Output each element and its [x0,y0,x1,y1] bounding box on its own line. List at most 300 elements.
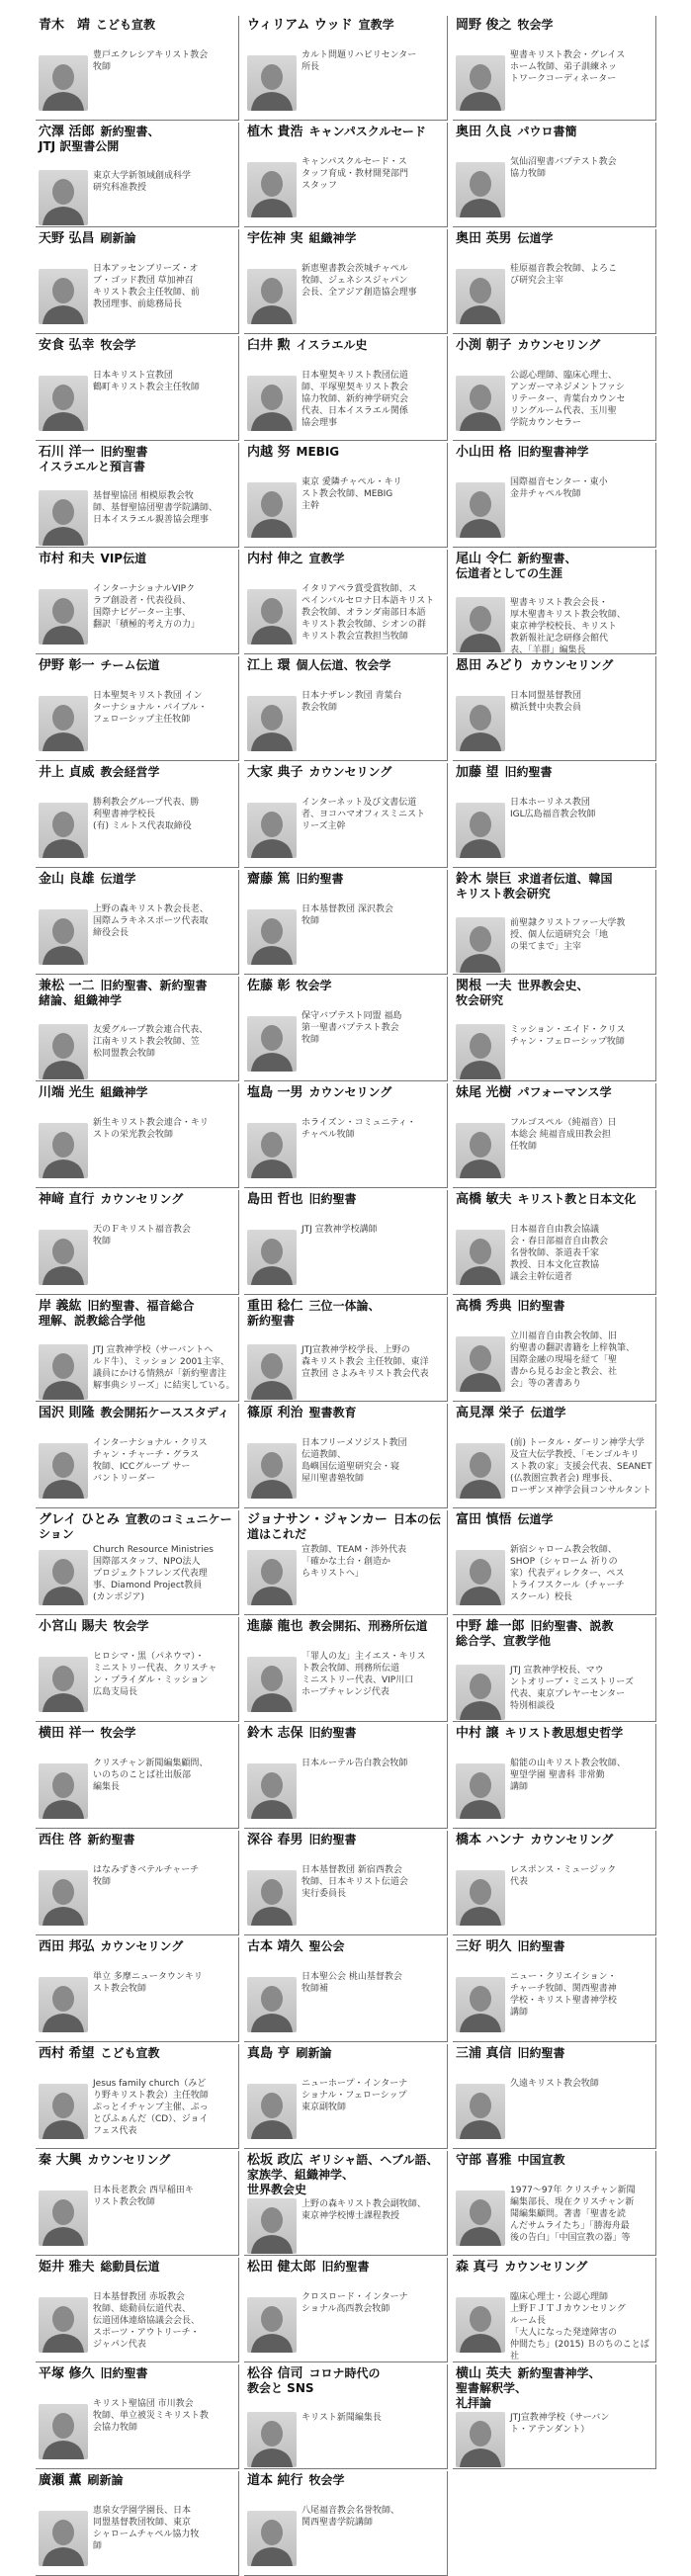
lecturer-description: 新恵聖書教会茨城チャペル 牧師、ジェネシスジャパン 会長、全アジア創造協会理事 [302,264,417,298]
lecturer-photo [39,1344,88,1400]
lecturer-description: 国際福音センター・東小 金井チャペル牧師 [510,477,608,499]
lecturer-card [36,2471,239,2576]
lecturer-name: 臼井 勲 [247,338,291,353]
lecturer-photo [39,1230,88,1285]
lecturer-field: キリスト教と日本文化 [517,1192,637,1206]
lecturer-field: 三位一体論、 新約聖書 [247,1299,381,1328]
lecturer-description: 豊戸エクレシアキリスト教会 牧師 [93,50,209,72]
lecturer-description: 日本同盟基督教団 横浜賛中央教会員 [510,691,582,713]
lecturer-heading [456,1619,653,1649]
lecturer-photo [39,1443,88,1499]
lecturer-description: ニュー・クリエイション・ チャーチ牧師、関西聖書神 学校・キリスト聖書神学校 講師 [510,1972,617,2018]
lecturer-description: 単立 多摩ニュータウンキリ スト教会牧師 [93,1972,203,1994]
lecturer-name: 天野 弘昌 [39,231,95,246]
lecturer-name: 小宮山 賜夫 [39,1619,108,1634]
lecturer-description: はなみずきベテルチャーチ 牧師 [93,1865,200,1887]
lecturer-name: 奥田 久良 [456,125,512,139]
lecturer-name: 富田 慎悟 [456,1512,512,1527]
lecturer-heading [247,1833,445,1847]
lecturer-description: ホライズン・コミュニティ・ チャペル牧師 [302,1118,416,1140]
lecturer-name: 平塚 修久 [39,2366,95,2381]
lecturer-name: 岡野 俊之 [456,18,512,33]
lecturer-description: フルゴスペル（純福音）日 本総会 純福音成田教会担 任牧師 [510,1118,617,1152]
lecturer-card [244,977,448,1081]
lecturer-field: 牧会学 [100,338,136,352]
lecturer-photo [39,2297,88,2353]
lecturer-name: 高橋 秀典 [456,1299,512,1314]
lecturer-name: 兼松 一二 [39,979,95,993]
lecturer-card [453,1297,656,1402]
lecturer-photo [39,170,88,225]
lecturer-heading [39,445,236,474]
lecturer-name: 内越 努 [247,445,291,460]
lecturer-name: 深谷 春男 [247,1833,303,1847]
lecturer-field: 日本の伝道はこれだ [247,1512,441,1541]
lecturer-field: ギリシャ語、ヘブル語、 家族学、組織神学、 世界教会史 [247,2153,439,2196]
lecturer-name: 三好 明久 [456,1939,512,1954]
lecturer-card [244,1404,448,1508]
lecturer-photo [456,1336,505,1392]
lecturer-name: 国沢 則隆 [39,1406,95,1420]
lecturer-field: 総動員伝道 [100,2260,160,2274]
lecturer-field: 牧会学 [100,1726,136,1740]
lecturer-photo [247,1657,297,1712]
lecturer-heading [39,2473,236,2488]
lecturer-photo [247,482,297,538]
lecturer-name: 石川 洋一 [39,445,95,460]
lecturer-field: 教会経営学 [100,765,160,779]
lecturer-card [453,2151,656,2256]
lecturer-photo [39,2511,88,2566]
lecturer-heading [39,979,236,1008]
lecturer-name: 小山田 格 [456,445,512,460]
lecturer-card [244,870,448,975]
lecturer-description: 日本基督教団 深沢教会 牧師 [302,904,393,926]
lecturer-heading [456,125,653,139]
lecturer-heading [247,872,445,887]
lecturer-heading [456,872,653,902]
lecturer-photo [456,1024,505,1079]
lecturer-heading [39,2260,236,2275]
lecturer-heading [247,658,445,673]
lecturer-card [244,2258,448,2362]
lecturer-name: 森 真弓 [456,2260,499,2275]
lecturer-description: 基督聖協団 相模原教会牧 師、基督聖協団聖書学院講師、 日本イスラエル親善協会理事 [93,491,218,525]
lecturer-card [36,870,239,975]
lecturer-card [36,229,239,334]
lecturer-photo [456,1550,505,1605]
lecturer-name: 妹尾 光樹 [456,1085,512,1100]
lecturer-description: 日本ナザレン教団 青葉台 教会牧師 [302,691,402,713]
lecturer-photo [39,696,88,751]
lecturer-description: JTJ宣教神学校学長、上野の 森キリスト教会 主任牧師、東洋 宣教団 さよみキリスト教会代表 [302,1345,429,1379]
lecturer-photo [247,376,297,431]
lecturer-description: ヒロシマ・黒（パネウマ）・ ミニストリー代表、クリスチャ ン・プライダル・ミッション 広島支局長 [93,1652,217,1697]
lecturer-photo [39,1550,88,1605]
lecturer-description: 日本福音自由教会協議 会・春日部福音自由教会 名誉牧師、茶道表千家 教授、日本文化宣教協 議会主幹伝道者 [510,1225,609,1282]
lecturer-heading [247,1512,445,1542]
lecturer-card [244,1510,448,1615]
lecturer-field: 教会開拓、刑務所伝道 [308,1619,428,1633]
lecturer-field: 聖公会 [308,1939,345,1953]
lecturer-heading [39,1833,236,1847]
lecturer-name: 加藤 望 [456,765,499,780]
lecturer-photo [456,2084,505,2139]
lecturer-description: クリスチャン新聞編集顧問、 いのちのことば社出版部 編集長 [93,1759,209,1792]
lecturer-heading [456,1299,653,1314]
lecturer-photo [247,589,297,644]
lecturer-card [453,1937,656,2042]
lecturer-description: クロスロード・インターナ ショナル高西教会牧師 [302,2292,408,2314]
lecturer-heading [456,2046,653,2061]
lecturer-description: 東京大学新領域創成科学 研究科准教授 [93,171,192,193]
lecturer-photo [39,490,88,546]
lecturer-name: 小渕 朝子 [456,338,512,353]
lecturer-description: 日本アッセンブリーズ・オ ブ・ゴッド教団 草加神召 キリスト教会主任牧師、前 教団理事、前総務局長 [93,264,200,309]
lecturer-description: 宣教師、TEAM・渉外代表 「確かな土台・創造か らキリストへ」 [302,1545,407,1579]
lecturer-card [453,443,656,548]
lecturer-field: 新約聖書 [87,1833,135,1846]
lecturer-field: 宣教学 [358,18,394,32]
lecturer-field: カウンセリング [530,1833,614,1846]
lecturer-name: 奥田 英男 [456,231,512,246]
lecturer-photo [247,55,297,111]
lecturer-photo [39,2084,88,2139]
lecturer-name: 江上 環 [247,658,291,673]
lecturer-field: 旧約聖書 イスラエルと預言書 [39,445,148,473]
lecturer-field: カウンセリング [517,338,601,352]
lecturer-name: 植木 貴浩 [247,125,303,139]
lecturer-name: 秦 大興 [39,2153,82,2168]
lecturer-card [36,1404,239,1508]
lecturer-description: 日本ホーリネス教団 IGL広島福音教会牧師 [510,798,596,819]
lecturer-photo [39,2190,88,2246]
lecturer-photo [247,2412,297,2467]
lecturer-photo [247,2084,297,2139]
lecturer-description: レスポンス・ミュージック 代表 [510,1865,617,1887]
lecturer-photo [456,1665,505,1720]
lecturer-card [36,1617,239,1722]
lecturer-heading [39,2046,236,2061]
lecturer-name: 中野 雄一郎 [456,1619,525,1634]
lecturer-photo [247,1977,297,2032]
lecturer-description: 久遠キリスト教会牧師 [510,2079,599,2089]
lecturer-card [36,763,239,868]
lecturer-description: Church Resource Ministries 国際部スタッフ、NPO法人 プロジェクトフレンズ代表理 事、Diamond Project教員 (カンボジア) [93,1545,214,1602]
lecturer-heading [247,2473,445,2488]
lecturer-card [453,1510,656,1615]
lecturer-field: 伝道学 [517,1512,554,1526]
lecturer-heading [247,2260,445,2275]
lecturer-description: 聖書キリスト教会・グレイス ホーム牧師、弟子訓練ネッ トワークコーディネーター [510,50,626,84]
lecturer-photo [39,589,88,644]
lecturer-heading [39,658,236,673]
lecturer-photo [39,1657,88,1712]
lecturer-photo [39,1763,88,1819]
lecturer-field: 牧会学 [113,1619,149,1633]
lecturer-description: キリスト新聞編集長 [302,2413,382,2423]
lecturer-heading [39,1085,236,1100]
lecturer-heading [456,2260,653,2275]
lecturer-photo [39,2404,88,2459]
lecturer-name: 道本 純行 [247,2473,303,2488]
lecturer-heading [456,1406,653,1420]
lecturer-field: 新約聖書、 JTJ 訳聖書公開 [39,125,160,153]
lecturer-name: 川端 光生 [39,1085,95,1100]
lecturer-heading [247,18,445,33]
lecturer-card [244,2471,448,2576]
lecturer-name: 篠原 利治 [247,1406,303,1420]
lecturer-card [453,2258,656,2362]
lecturer-card [36,2258,239,2362]
lecturer-description: 日本フリーメソジスト教団 伝道教師、 島嶼国伝道聖研究会・寝 屋川聖書塾牧師 [302,1438,407,1484]
lecturer-name: 塩島 一男 [247,1085,303,1100]
lecturer-photo [456,917,505,973]
lecturer-field: 旧約聖書 [517,1299,565,1313]
lecturer-name: 西村 希望 [39,2046,95,2061]
lecturer-field: 牧会学 [296,979,332,992]
lecturer-card [244,1297,448,1402]
lecturer-heading [247,445,445,460]
lecturer-heading [456,231,653,246]
lecturer-field: 旧約聖書、説教 総合学、宣教学他 [456,1619,614,1648]
lecturer-photo [456,1977,505,2032]
lecturer-photo [247,1550,297,1605]
lecturer-field: 旧約聖書 [100,2366,148,2380]
lecturer-heading [39,1939,236,1954]
lecturer-card [244,1724,448,1829]
lecturer-card [244,1190,448,1295]
lecturer-photo [39,269,88,324]
lecturer-photo [456,482,505,538]
lecturer-description: 日本長老教会 西早稲田キ リスト教会牧師 [93,2186,194,2207]
lecturer-description: 日本基督教団 新宿西教会 牧師、日本キリスト伝道会 実行委員長 [302,1865,408,1899]
lecturer-card [36,550,239,654]
lecturer-card [36,336,239,441]
lecturer-name: 進藤 龍也 [247,1619,303,1634]
lecturer-description: ニューホープ・インターナ ショナル・フェローシップ 東京副牧師 [302,2079,408,2112]
lecturer-description: 船能の山キリスト教会牧師、 聖望学園 聖書科 非常勤 講師 [510,1759,626,1792]
lecturer-photo [39,1870,88,1926]
lecturer-field: コロナ時代の 教会と SNS [247,2366,381,2395]
lecturer-heading [456,1192,653,1207]
lecturer-description: Jesus family church（みど り野キリスト教会）主任牧師 ぷっとイチャンブ主催、ぷっ とびふぁんだ（CD）、ジョイ フェス代表 [93,2079,209,2136]
lecturer-photo [456,696,505,751]
lecturer-name: 佐藤 彰 [247,979,291,993]
lecturer-photo [456,1230,505,1285]
lecturer-field: 組織神学 [308,231,357,245]
lecturer-name: 姫井 雅夫 [39,2260,95,2275]
lecturer-card [36,1297,239,1402]
lecturer-photo [456,2297,505,2353]
lecturer-heading [39,2366,236,2381]
lecturer-card [244,336,448,441]
lecturer-heading [39,1299,236,1329]
lecturer-heading [247,1726,445,1741]
lecturer-card [453,16,656,121]
lecturer-card [453,1724,656,1829]
lecturer-name: 市村 和夫 [39,552,95,566]
lecturer-field: キリスト教思想史哲学 [504,1726,624,1740]
lecturer-heading [247,1085,445,1100]
lecturer-heading [247,338,445,353]
lecturer-name: 松坂 政広 [247,2153,303,2168]
lecturer-card [453,336,656,441]
lecturer-description: 天のＦキリスト福音教会 牧師 [93,1225,191,1246]
lecturer-card [36,443,239,548]
lecturer-photo [456,1870,505,1926]
lecturer-field: 宣教学 [308,552,345,565]
lecturer-field: カウンセリング [308,1085,392,1099]
lecturer-field: キャンパスクルセード [308,125,426,138]
lecturer-description: カルト問題リハビリセンター 所長 [302,50,417,72]
lecturer-card [244,1083,448,1188]
lecturer-description: 1977〜97年 クリスチャン新聞 編集部長、現在クリスチャン新 聞編集顧問。著書「聖書を読 んだサムライたち」「勝海舟最 後の告白」「中国宣教の器」等 [510,2186,636,2243]
lecturer-field: カウンセリング [87,2153,171,2167]
lecturer-name: ジョナサン・ジャンカー [247,1512,388,1527]
lecturer-heading [456,2366,653,2411]
lecturer-photo [39,1977,88,2032]
lecturer-name: 松谷 信司 [247,2366,303,2381]
lecturer-name: 高橋 敏夫 [456,1192,512,1207]
lecturer-name: 高見澤 栄子 [456,1406,525,1420]
lecturer-field: チーム伝道 [100,658,160,672]
lecturer-field: 宣教のコミュニケーション [39,1512,232,1541]
lecturer-heading [247,2153,445,2197]
lecturer-description: インターナショナル・クリス チャン・チャーチ・グラス 牧師、ICCグループ サー バントリーダー [93,1438,208,1484]
lecturer-field: 旧約聖書 [308,1192,357,1206]
lecturer-heading [39,2153,236,2168]
lecturer-heading [247,979,445,993]
empty-card [453,2471,656,2576]
lecturer-photo [39,376,88,431]
lecturer-field: 新約聖書神学、 聖書解釈学、 礼拝論 [456,2366,601,2410]
lecturer-photo [247,2297,297,2353]
lecturer-field: 刷新論 [296,2046,332,2060]
lecturer-name: 恩田 みどり [456,658,525,673]
lecturer-heading [39,18,236,33]
lecturer-card [453,656,656,761]
lecturer-field: 伝道学 [100,872,136,886]
lecturer-photo [247,1870,297,1926]
lecturer-photo [456,269,505,324]
lecturer-name: 島田 哲也 [247,1192,303,1207]
lecturer-field: 新約聖書、 伝道者としての生涯 [456,552,577,580]
lecturer-photo [456,803,505,858]
lecturer-photo [456,2190,505,2246]
lecturer-heading [456,765,653,780]
lecturer-description: 上野の森キリスト教会長老、 国際ムラキネスポーツ代表取 締役会長 [93,904,209,938]
lecturer-description: インターナショナルVIPク ラブ創設者・代表役員、 国際ナビゲーター主事、 翻訳「積極的考え方の力」 [93,584,201,630]
lecturer-card [453,1083,656,1188]
lecturer-field: 世界教会史、 牧会研究 [456,979,589,1007]
lecturer-photo [39,1123,88,1178]
lecturer-card [244,1617,448,1722]
lecturer-name: 大家 典子 [247,765,303,780]
lecturer-field: 旧約聖書 [308,1726,357,1740]
lecturer-card [36,2044,239,2149]
lecturer-heading [247,1406,445,1420]
lecturer-field: 個人伝道、牧会学 [296,658,391,672]
lecturer-photo [456,597,505,652]
lecturer-description: 日本聖公会 桃山基督教会 牧師補 [302,1972,402,1994]
lecturer-name: 神﨑 直行 [39,1192,95,1207]
lecturer-name: 真島 亨 [247,2046,291,2061]
lecturer-heading [39,1406,236,1420]
lecturer-name: 三浦 真信 [456,2046,512,2061]
lecturer-field: イスラエル史 [296,338,368,352]
lecturer-description: 桂原福音教会牧師、よろこ び研究会主宰 [510,264,618,286]
lecturer-card [453,2044,656,2149]
lecturer-description: JTJ宣教神学校（サーバン ト・アテンダント） [510,2413,610,2435]
lecturer-photo [456,1443,505,1499]
lecturer-heading [247,765,445,780]
lecturer-heading [39,125,236,154]
lecturer-field: MEBIG [296,445,340,459]
lecturer-field: カウンセリング [308,765,392,779]
lecturer-heading [247,125,445,139]
lecturer-card [244,656,448,761]
lecturer-photo [456,1123,505,1178]
lecturer-photo [456,55,505,111]
lecturer-heading [456,1833,653,1847]
lecturer-photo [39,1024,88,1079]
lecturer-photo [247,696,297,751]
lecturer-description: 新宿シャローム教会牧師、 SHOP（シャローム 祈りの 家）代表ディレクター、ペス トライフスクール（チャーチ スクール）校長 [510,1545,625,1602]
lecturer-description: (前) トータル・ダーリン神学大学 及宣大伝学教授、「モンゴルキリ スト教の家」支援会代表、SEANET (仏教圏宣教者会) 理事長、 ローザンヌ神学会員コンサルタント [510,1438,652,1496]
lecturer-card [36,977,239,1081]
lecturer-card [244,550,448,654]
lecturer-heading [456,2153,653,2168]
lecturer-heading [39,1619,236,1634]
lecturer-name: 尾山 令仁 [456,552,512,566]
lecturer-description: イタリアペラ賞受賞牧師、ス ペインバルセロナ日本語キリスト 教会牧師、オランダ南部日本語 キリスト教会牧師、シオンの群 キリスト教会宣教担当牧師 [302,584,435,642]
lecturer-heading [456,979,653,1008]
lecturer-description: ミッション・エイド・クリス チャン・フェローシップ牧師 [510,1025,626,1047]
lecturer-card [244,443,448,548]
lecturer-description: JTJ 宣教神学校講師 [302,1225,378,1235]
lecturer-field: 刷新論 [87,2473,124,2487]
lecturer-heading [39,765,236,780]
lecturer-description: 日本聖契キリスト教団伝道 師、平塚聖契キリスト教会 協力牧師、新約神学研究会 代表、日本イスラエル関係 協会理事 [302,371,409,428]
lecturer-card [244,16,448,121]
lecturer-description: キャンパスクルセード・ス タッフ育成・教材開発部門 スタッフ [302,157,409,191]
lecturer-card [453,550,656,654]
lecturer-name: 西住 啓 [39,1833,82,1847]
lecturer-photo [456,162,505,217]
lecturer-card [453,229,656,334]
lecturer-field: 伝道学 [530,1406,566,1419]
lecturer-photo [247,1443,297,1499]
lecturer-field: 教会開拓ケーススタディ [100,1406,229,1419]
lecturer-field: カウンセリング [100,1192,184,1206]
lecturer-description: 聖書キリスト教会会長・ 厚木聖書キリスト教会牧師、 東京神学校校長、キリスト 教新報社記念研修会館代 表、「羊群」編集長 [510,598,626,654]
lecturer-card [453,763,656,868]
lecturer-card [453,123,656,227]
lecturer-field: 聖書教育 [308,1406,357,1419]
lecturer-heading [456,338,653,353]
lecturer-description: 八尾福音教会名誉牧師、 関西聖書学院講師 [302,2506,400,2528]
lecturer-name: 西田 邦弘 [39,1939,95,1954]
lecturer-heading [39,338,236,353]
lecturer-name: グレイ ひとみ [39,1512,120,1527]
lecturer-photo [247,1123,297,1178]
lecturer-name: ウィリアム ウッド [247,18,353,33]
lecturer-heading [247,2046,445,2061]
lecturer-card [453,1617,656,1722]
lecturer-card [36,1937,239,2042]
lecturer-photo [39,55,88,111]
